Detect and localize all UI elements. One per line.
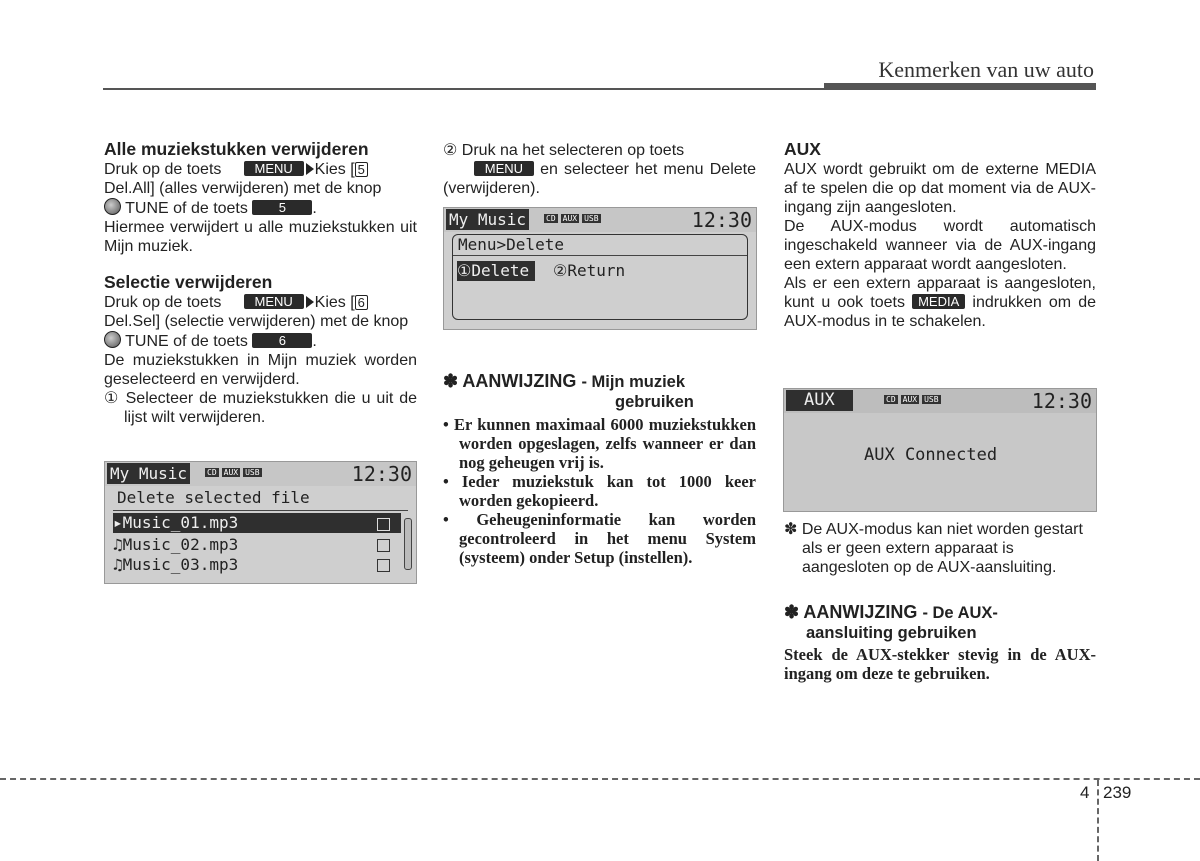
list-item: ♫Music_02.mp3 (113, 535, 239, 554)
column-2 (443, 141, 756, 198)
screen-clock: 12:30 (691, 208, 752, 232)
key-6-icon: 6 (355, 295, 368, 310)
column-3-lower: ✽ De AUX-modus kan niet worden gestart als er geen extern apparaat is aangesloten op de AUX-aansluiting. ✽ AANWIJZING - De AUX- aansluiting gebruiken Steek de AUX-stekker stevig in de AUX-ingang om deze te gebruiken. (784, 521, 1096, 683)
arrow-right-icon (306, 296, 314, 308)
page-header-title: Kenmerken van uw auto (878, 57, 1094, 82)
menu-option-return: ②Return (553, 261, 626, 280)
tune-knob-icon (104, 198, 121, 215)
heading-aux: AUX (784, 139, 821, 159)
aux-footnote: ✽ De AUX-modus kan niet worden gestart als er geen extern apparaat is aangesloten op de AUX-aansluiting. (784, 521, 1083, 576)
screen-clock: 12:30 (1031, 389, 1092, 413)
checkbox-icon (377, 518, 390, 531)
key-5-button: 5 (252, 200, 312, 215)
screen-title: Delete selected file (117, 488, 310, 507)
menu-key: MENU (244, 294, 304, 309)
header-rule-thick (824, 83, 1096, 90)
key-6-button: 6 (252, 333, 312, 348)
heading-delete-all: Alle muziekstukken verwijderen (104, 139, 369, 159)
step-2: ② Druk na het selecteren op toets MENU en selecteer het menu Delete (verwijderen). (443, 142, 756, 197)
media-key: MEDIA (912, 294, 965, 309)
screen-mode-label: My Music (446, 209, 529, 230)
footer-rule (0, 778, 1200, 780)
menu-option-delete: ①Delete (457, 261, 535, 281)
menu-key: MENU (474, 161, 534, 176)
column-3 (784, 138, 1096, 331)
scrollbar (404, 518, 412, 570)
footer-vertical-rule (1097, 780, 1099, 861)
screen-clock: 12:30 (351, 462, 412, 486)
list-item: ▸Music_01.mp3 (113, 513, 401, 533)
list-item: • Geheugeninformatie kan worden gecontroleerd in het menu System (systeem) onder Setup (instellen). (443, 510, 756, 567)
page-number: 239 (1103, 783, 1132, 802)
column-1 (104, 138, 417, 427)
screen-aux (783, 388, 1097, 512)
para-selection-result: De muziekstukken in Mijn muziek worden geselecteerd en verwijderd. (104, 352, 417, 388)
screen-delete-selected (104, 461, 417, 584)
heading-delete-selection: Selectie verwijderen (104, 272, 273, 292)
menu-title: Menu>Delete (458, 235, 564, 254)
tune-knob-icon (104, 331, 121, 348)
aux-status-text: AUX Connected (864, 445, 998, 465)
para-aux-3: Als er een extern apparaat is aangesloten, kunt u ook toets MEDIA indrukken om de AUX-modus in te schakelen. (784, 275, 1097, 330)
menu-panel (452, 234, 748, 320)
list-item: • Ieder muziekstuk kan tot 1000 keer worden gekopieerd. (443, 472, 756, 510)
screen-mode-label: AUX (786, 390, 853, 411)
source-tags: CD AUX USB (207, 468, 260, 477)
header-rule (103, 88, 825, 90)
arrow-right-icon (306, 163, 314, 175)
step-1: ① Selecteer de muziekstukken die u uit de lijst wilt verwijderen. (104, 390, 417, 426)
para-delete-all: Druk op de toets MENU Kies [ 5 Del.All] (alles verwijderen) met de knop TUNE of de toets 5 . (104, 161, 382, 217)
list-item: ♫Music_03.mp3 (113, 555, 239, 574)
para-aux-1: AUX wordt gebruikt om de externe MEDIA af te spelen die op dat moment via de AUX-ingang zijn aangesloten. (784, 161, 1096, 216)
checkbox-icon (377, 559, 390, 572)
chapter-number: 4 (1080, 783, 1090, 802)
screen-mode-label: My Music (107, 463, 190, 484)
screen-menu-delete (443, 207, 757, 330)
para-aux-2: De AUX-modus wordt automatisch ingeschakeld wanneer via de AUX-ingang een extern apparaat wordt aangesloten. (784, 218, 1096, 273)
note-aux-text: Steek de AUX-stekker stevig in de AUX-ingang om deze te gebruiken. (784, 645, 1096, 683)
para-delete-all-result: Hiermee verwijdert u alle muziekstukken uit Mijn muziek. (104, 219, 417, 255)
source-tags: CD AUX USB (886, 395, 939, 404)
checkbox-icon (377, 539, 390, 552)
note-heading: ✽ AANWIJZING - De AUX- (784, 602, 998, 622)
source-tags: CD AUX USB (546, 214, 599, 223)
para-delete-selection: Druk op de toets MENU Kies [ 6 Del.Sel] (selectie verwijderen) met de knop TUNE of de toets 6 . (104, 294, 409, 350)
note-heading: ✽ AANWIJZING - Mijn muziek (443, 371, 686, 391)
note-my-music: ✽ AANWIJZING - Mijn muziek gebruiken • Er kunnen maximaal 6000 muziekstukken worden opgeslagen, zelfs wanneer er dan nog geheugen vrij is. • Ieder muziekstuk kan tot 1000 keer worden gekopieerd. • Geheugeninformatie kan worden gecontroleerd in het menu System (systeem) onder Setup (instellen). (443, 371, 756, 567)
key-5-icon: 5 (355, 162, 368, 177)
list-item: • Er kunnen maximaal 6000 muziekstukken worden opgeslagen, zelfs wanneer er dan nog geheugen vrij is. (443, 415, 756, 472)
menu-key: MENU (244, 161, 304, 176)
